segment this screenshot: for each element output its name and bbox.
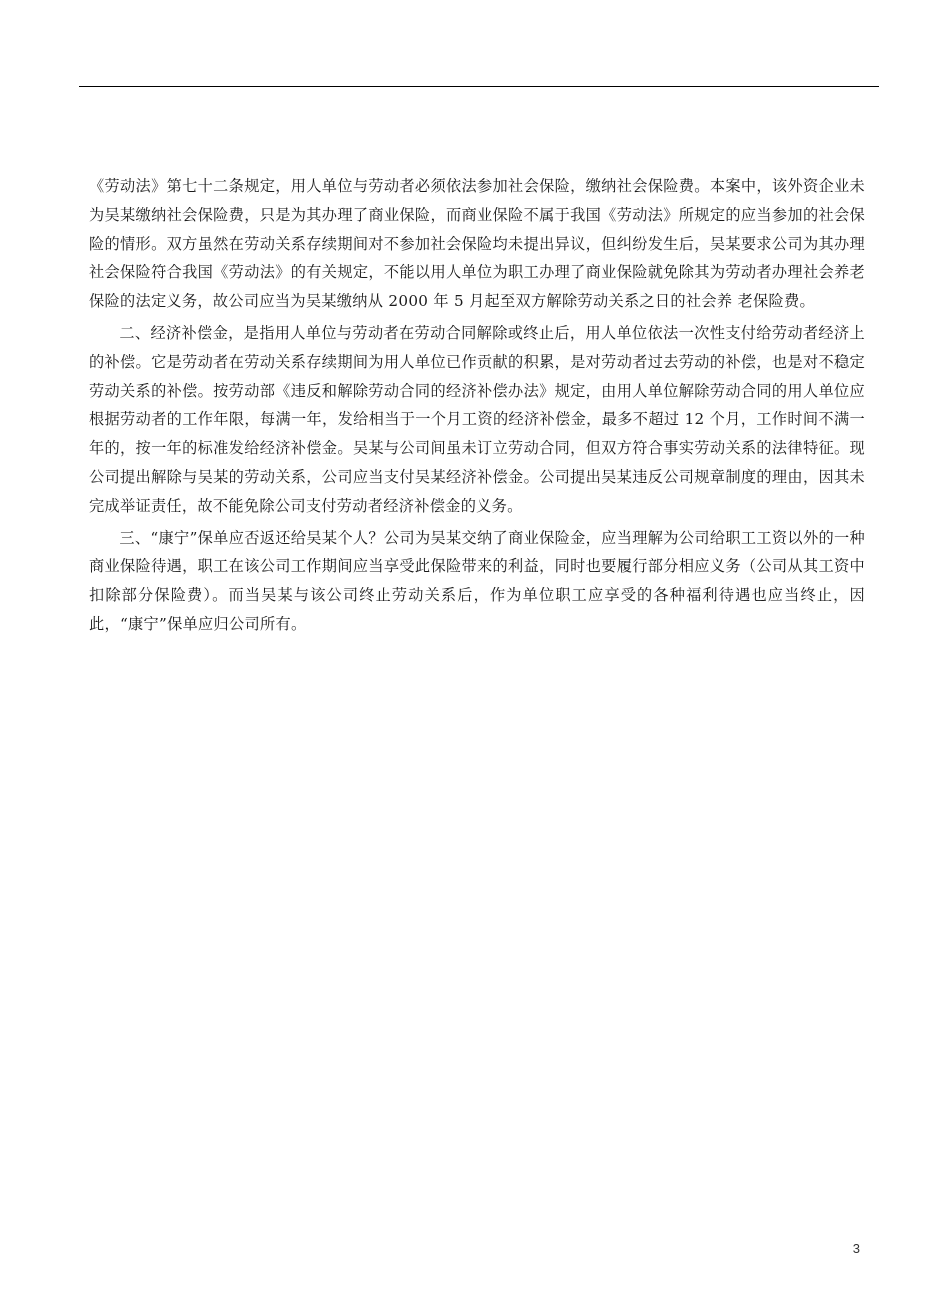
paragraph-labor-law-article-72: 《劳动法》第七十二条规定，用人单位与劳动者必须依法参加社会保险，缴纳社会保险费。本案中，该外资企业未为吴某缴纳社会保险费，只是为其办理了商业保险，而商业保险不属于我国《劳动法》所规定的应当参加的社会保险的情形。双方虽然在劳动关系存续期间对不参加社会保险均未提出异议，但纠纷发生后，吴某要求公司为其办理社会保险符合我国《劳动法》的有关规定，不能以用人单位为职工办理了商业保险就免除其为劳动者办理社会养老保险的法定义务，故公司应当为吴某缴纳从 2000 年 5 月起至双方解除劳动关系之日的社会养 老保险费。 xyxy=(89,177,865,311)
page-number: 3 xyxy=(852,1241,860,1256)
header-rule xyxy=(79,86,879,87)
document-body xyxy=(89,172,865,639)
paragraph-economic-compensation: 二、经济补偿金，是指用人单位与劳动者在劳动合同解除或终止后，用人单位依法一次性支付给劳动者经济上的补偿。它是劳动者在劳动关系存续期间为用人单位已作贡献的积累，是对劳动者过去劳动的补偿，也是对不稳定劳动关系的补偿。按劳动部《违反和解除劳动合同的经济补偿办法》规定，由用人单位解除劳动合同的用人单位应根据劳动者的工作年限，每满一年，发给相当于一个月工资的经济补偿金，最多不超过 12 个月，工作时间不满一年的，按一年的标准发给经济补偿金。吴某与公司间虽未订立劳动合同，但双方符合事实劳动关系的法律特征。现公司提出解除与吴某的劳动关系，公司应当支付吴某经济补偿金。公司提出吴某违反公司规章制度的理由，因其未完成举证责任，故不能免除公司支付劳动者经济补偿金的义务。 xyxy=(89,323,865,515)
paragraph-kangning-policy: 三、“康宁”保单应否返还给吴某个人？公司为吴某交纳了商业保险金，应当理解为公司给职工工资以外的一种商业保险待遇，职工在该公司工作期间应当享受此保险带来的利益，同时也要履行部分相应义务（公司从其工资中扣除部分保险费）。而当吴某与该公司终止劳动关系后，作为单位职工应享受的各种福利待遇也应当终止，因此，“康宁”保单应归公司所有。 xyxy=(89,528,865,633)
